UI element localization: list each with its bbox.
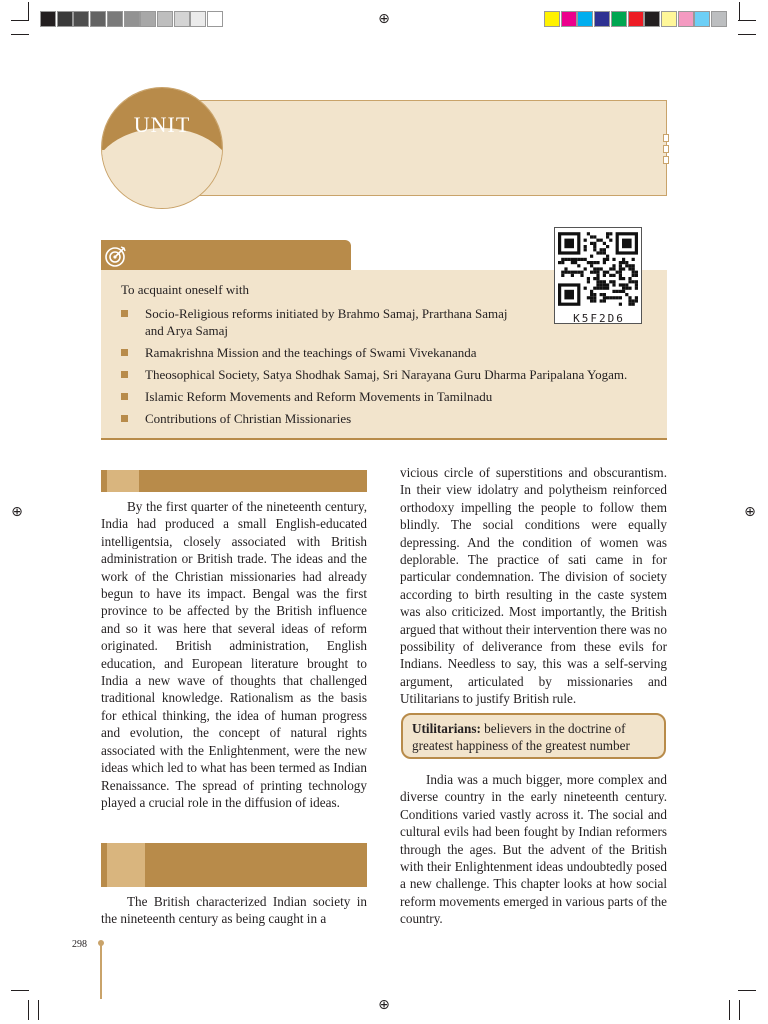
target-icon xyxy=(104,244,128,268)
color-swatch xyxy=(107,11,123,27)
color-swatch xyxy=(644,11,660,27)
paragraph: vicious circle of superstitions and obscurantism. In their view idolatry and polytheism reinforced orthodoxy impelling the people to follow them blindly. The social conditions were equally depressing. And the condition of women was deplorable. The practice of sati came in for particular condemnation. The division of society according to birth resulting in the caste system was also criticized. Most importantly, the British argued that without their intervention there was no possibility of deliverance from these evils for Indians. Needless to say, this was a self-serving argument, articulated by missionaries and Utilitarians to justify British rule. xyxy=(400,465,667,707)
color-swatch xyxy=(157,11,173,27)
crop-mark xyxy=(11,20,29,21)
crop-mark xyxy=(738,20,756,21)
color-swatch xyxy=(594,11,610,27)
qr-code-box[interactable] xyxy=(554,227,642,324)
paragraph: By the first quarter of the nineteenth century, India had produced a small English-educated intelligentsia, closely associated with British administration or British trade. The ideas and the work of the Christian missionaries had already begun to have its impact. Bengal was the first province to be affected by the British influence and so it was here that several ideas of reform originated. British administration, English education, and European literature brought to India a new wave of thoughts that challenged traditional knowledge. Rationalism as the basis for ethical thinking, the idea of human progress and evolution, the concept of natural rights associated with the Enlightenment, were the new ideas which led to what has been termed as Indian Renaissance. The spread of printing technology played a crucial role in the diffusion of ideas. xyxy=(101,499,367,810)
qr-code-label: K5F2D6 xyxy=(573,312,625,325)
crop-mark xyxy=(739,1000,740,1020)
crop-mark xyxy=(738,34,756,35)
color-swatch xyxy=(73,11,89,27)
edge-tab xyxy=(663,134,669,142)
definition-term: Utilitarians: xyxy=(412,721,481,736)
color-swatch xyxy=(90,11,106,27)
page-number: 298 xyxy=(72,939,87,950)
crop-mark xyxy=(739,2,740,20)
definition-body: believers in the doctrine of greatest happiness of the greatest number xyxy=(412,721,630,753)
crop-mark xyxy=(11,990,29,991)
color-swatch xyxy=(140,11,156,27)
color-swatch xyxy=(207,11,223,27)
color-swatch xyxy=(628,11,644,27)
registration-mark-icon: ⊕ xyxy=(744,504,756,520)
color-swatch xyxy=(57,11,73,27)
color-swatch xyxy=(577,11,593,27)
body-column-left-continued xyxy=(101,893,367,928)
body-column-right xyxy=(400,464,667,708)
registration-mark-icon: ⊕ xyxy=(378,11,390,27)
objectives-tab xyxy=(101,240,351,270)
body-column-right-continued xyxy=(400,771,667,928)
objectives-intro: To acquaint oneself with xyxy=(121,282,249,297)
crop-mark xyxy=(11,34,29,35)
body-column-left xyxy=(101,498,367,811)
crop-mark xyxy=(28,2,29,20)
crop-mark xyxy=(28,1000,29,1020)
color-swatch xyxy=(694,11,710,27)
color-swatch xyxy=(190,11,206,27)
edge-tab xyxy=(663,156,669,164)
paragraph: India was a much bigger, more complex and diverse country in the early nineteenth century. Conditions varied vastly across it. The social and cultural evils had been fought by Indian reformers through the ages. But the advent of the British with their Enlightenment ideas undoubtedly posed a new challenge. This chapter looks at how social reform movements emerged in various parts of the country. xyxy=(400,772,667,927)
color-swatch xyxy=(661,11,677,27)
grayscale-color-bar xyxy=(40,11,224,27)
color-swatch xyxy=(40,11,56,27)
crop-mark xyxy=(738,990,756,991)
color-swatch xyxy=(124,11,140,27)
crop-mark xyxy=(38,1000,39,1020)
section-heading-bar xyxy=(101,843,367,887)
color-swatch xyxy=(711,11,727,27)
color-swatch xyxy=(561,11,577,27)
unit-label: UNIT xyxy=(133,112,191,137)
registration-mark-icon: ⊕ xyxy=(378,997,390,1013)
unit-badge xyxy=(101,87,223,209)
crop-mark xyxy=(729,1000,730,1020)
qr-code-icon xyxy=(558,232,638,306)
page-marker-line xyxy=(100,945,102,999)
process-color-bar xyxy=(544,11,728,27)
registration-mark-icon: ⊕ xyxy=(11,504,23,520)
color-swatch xyxy=(544,11,560,27)
color-swatch xyxy=(611,11,627,27)
paragraph: The British characterized Indian society in the nineteenth century as being caught in a xyxy=(101,894,367,927)
definition-text xyxy=(412,720,660,754)
section-heading-bar xyxy=(101,470,367,492)
color-swatch xyxy=(678,11,694,27)
edge-tab xyxy=(663,145,669,153)
color-swatch xyxy=(174,11,190,27)
